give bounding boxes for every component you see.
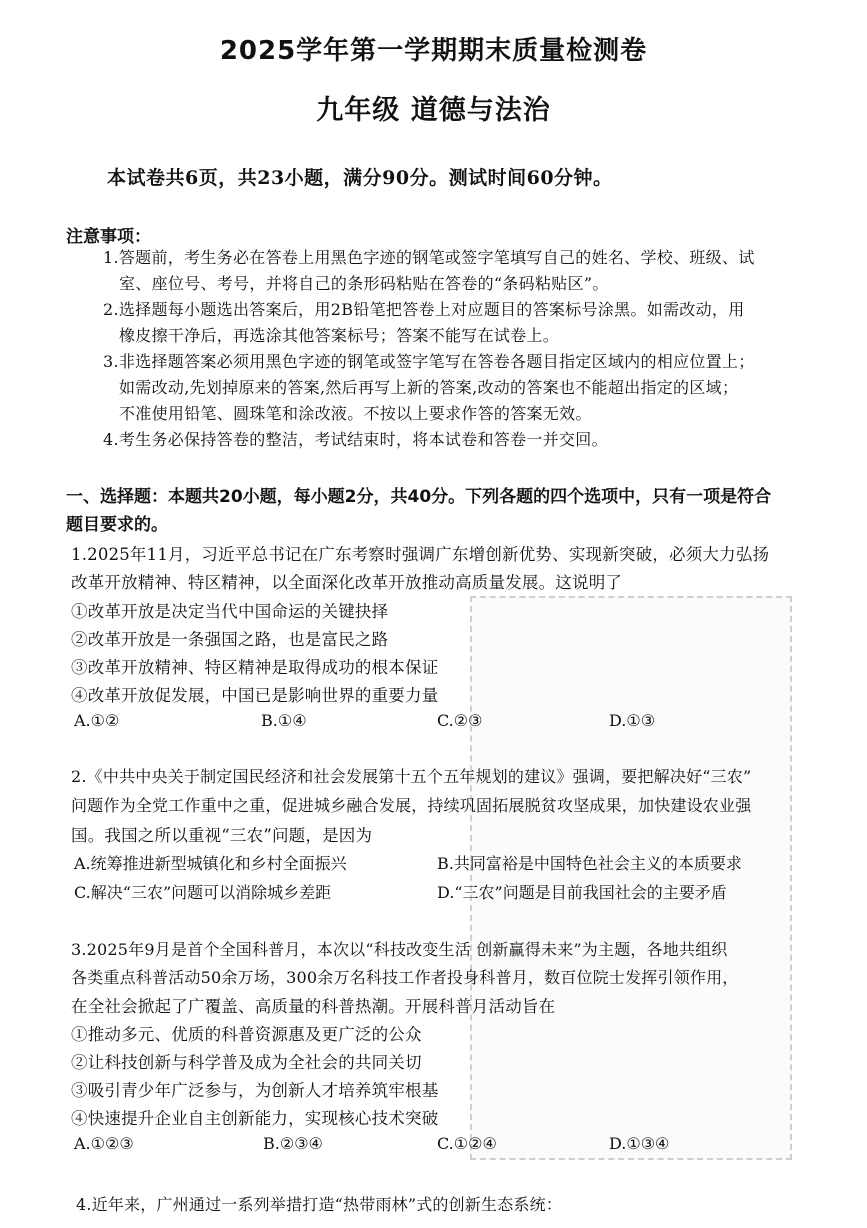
question-3-item: ③吸引青少年广泛参与，为创新人才培养筑牢根基 xyxy=(71,1081,439,1100)
question-1-item: ②改革开放是一条强国之路，也是富民之路 xyxy=(71,630,389,649)
question-1-option-a: A.①② xyxy=(74,711,120,730)
question-2-option-b: B.共同富裕是中国特色社会主义的本质要求 xyxy=(437,854,742,873)
question-3-item: ④快速提升企业自主创新能力，实现核心技术突破 xyxy=(71,1109,439,1128)
section-heading-cont: 题目要求的。 xyxy=(66,515,168,535)
question-3-stem: 各类重点科普活动50余万场，300余万名科技工作者投身科普月，数百位院士发挥引领作用， xyxy=(71,968,739,987)
question-1-option-d: D.①③ xyxy=(609,711,656,730)
question-2-option-a: A.统筹推进新型城镇化和乡村全面振兴 xyxy=(74,854,347,873)
question-1-item: ④改革开放促发展，中国已是影响世界的重要力量 xyxy=(71,686,439,705)
question-1-option-b: B.①④ xyxy=(261,711,307,730)
notice-heading: 注意事项： xyxy=(66,227,151,247)
exam-subtitle: 九年级 道德与法治 xyxy=(316,95,551,126)
question-1-stem: 改革开放精神、特区精神，以全面深化改革开放推动高质量发展。这说明了 xyxy=(71,573,623,592)
exam-title: 2025学年第一学期期末质量检测卷 xyxy=(219,36,648,66)
question-2-stem: 问题作为全党工作重中之重，促进城乡融合发展，持续巩固拓展脱贫攻坚成果，加快建设农业强 xyxy=(71,796,752,815)
question-2-option-d: D.“三农”问题是目前我国社会的主要矛盾 xyxy=(437,883,727,902)
notice-line: 橡皮擦干净后，再选涂其他答案标号；答案不能写在试卷上。 xyxy=(119,326,560,345)
notice-line: 不准使用铅笔、圆珠笔和涂改液。不按以上要求作答的答案无效。 xyxy=(119,404,592,423)
notice-line: 4.考生务必保持答卷的整洁，考试结束时，将本试卷和答卷一并交回。 xyxy=(103,430,608,449)
question-1-option-c: C.②③ xyxy=(437,711,483,730)
question-1-stem: 1.2025年11月，习近平总书记在广东考察时强调广东增创新优势、实现新突破，必须大力弘扬 xyxy=(71,545,770,564)
notice-line: 2.选择题每小题选出答案后，用2B铅笔把答卷上对应题目的答案标号涂黑。如需改动，用 xyxy=(103,300,745,319)
question-2-stem: 2.《中共中央关于制定国民经济和社会发展第十五个五年规划的建议》强调，要把解决好“三农” xyxy=(71,767,752,786)
question-3-item: ①推动多元、优质的科普资源惠及更广泛的公众 xyxy=(71,1025,422,1044)
question-4-stem: 4.近年来，广州通过一系列举措打造“热带雨林”式的创新生态系统： xyxy=(76,1195,563,1214)
question-3-option-c: C.①②④ xyxy=(437,1134,497,1153)
notice-line: 如需改动,先划掉原来的答案,然后再写上新的答案,改动的答案也不能超出指定的区域； xyxy=(119,378,739,397)
scan-artifact-box xyxy=(470,596,792,1160)
question-2-stem: 国。我国之所以重视“三农”问题，是因为 xyxy=(71,826,373,845)
notice-line: 1.答题前，考生务必在答卷上用黑色字迹的钢笔或签字笔填写自己的姓名、学校、班级、试 xyxy=(103,248,755,267)
question-2-option-c: C.解决“三农”问题可以消除城乡差距 xyxy=(74,883,332,902)
question-3-option-a: A.①②③ xyxy=(74,1134,134,1153)
question-1-item: ③改革开放精神、特区精神是取得成功的根本保证 xyxy=(71,658,439,677)
section-heading: 一、选择题：本题共20小题，每小题2分，共40分。下列各题的四个选项中，只有一项是符合 xyxy=(66,487,772,507)
exam-info: 本试卷共6页，共23小题，满分90分。测试时间60分钟。 xyxy=(107,167,613,189)
question-3-stem: 3.2025年9月是首个全国科普月，本次以“科技改变生活 创新赢得未来”为主题，各地共组织 xyxy=(71,940,728,959)
question-3-item: ②让科技创新与科学普及成为全社会的共同关切 xyxy=(71,1053,422,1072)
question-3-option-d: D.①③④ xyxy=(609,1134,670,1153)
question-1-item: ①改革开放是决定当代中国命运的关键抉择 xyxy=(71,602,389,621)
notice-line: 3.非选择题答案必须用黑色字迹的钢笔或签字笔写在答卷各题目指定区域内的相应位置上； xyxy=(103,352,755,371)
notice-line: 室、座位号、考号，并将自己的条形码粘贴在答卷的“条码粘贴区”。 xyxy=(119,274,609,293)
question-3-stem: 在全社会掀起了广覆盖、高质量的科普热潮。开展科普月活动旨在 xyxy=(71,997,556,1016)
question-3-option-b: B.②③④ xyxy=(263,1134,323,1153)
